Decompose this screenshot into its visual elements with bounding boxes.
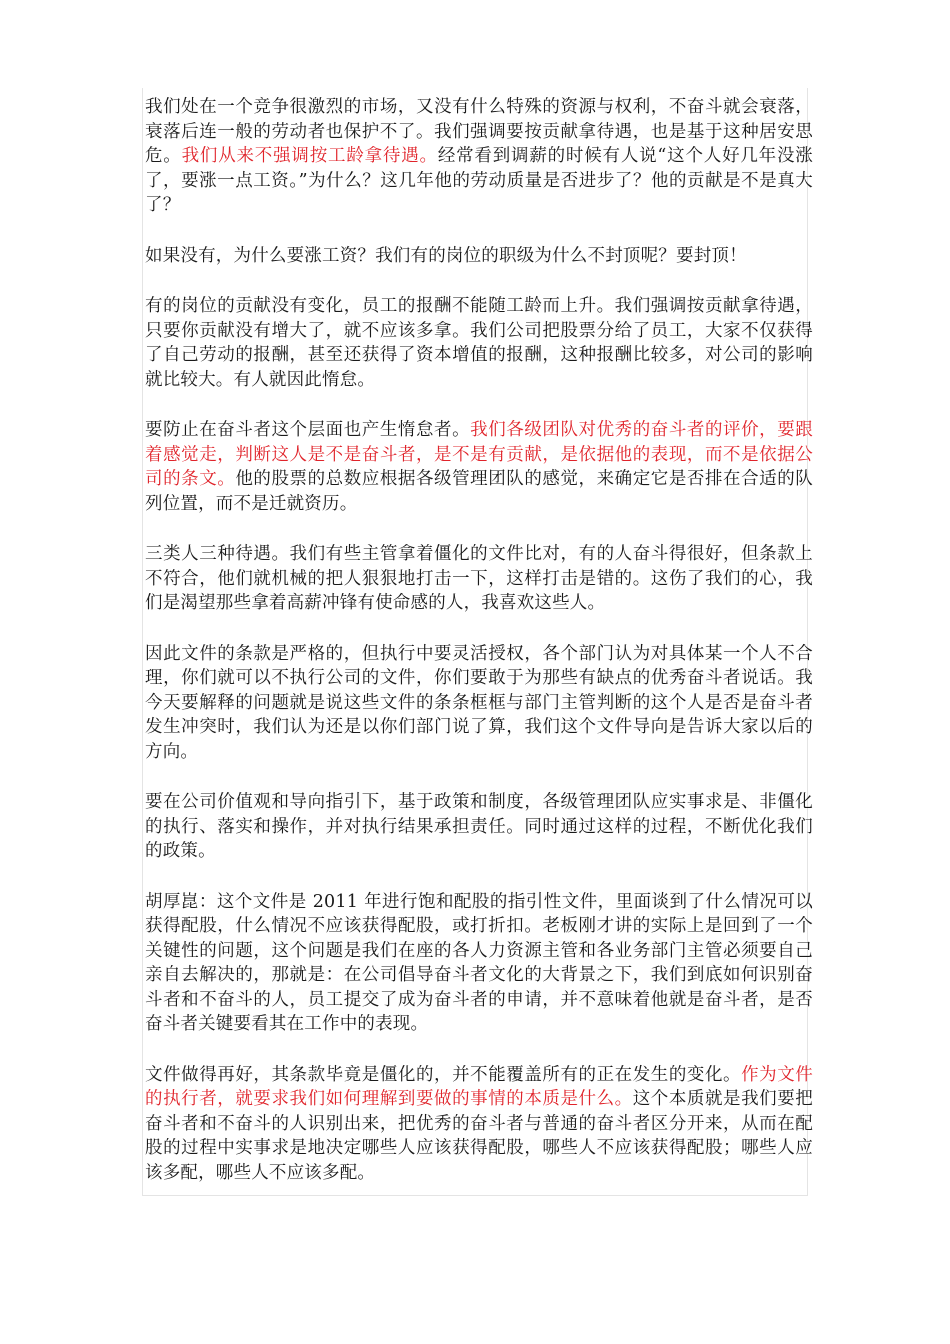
paragraph-4	[145, 418, 813, 516]
paragraph-1	[145, 95, 813, 218]
text-segment: 如果没有，为什么要涨工资？我们有的岗位的职级为什么不封顶呢？要封顶！	[145, 245, 747, 266]
paragraph-8	[145, 890, 813, 1037]
paragraph-3	[145, 294, 813, 392]
text-segment: 要防止在奋斗者这个层面也产生惰怠者。	[145, 420, 471, 440]
highlight-segment: 我们各级团队对优秀的奋斗者的评价，要跟着感觉走，判断这人是不是奋斗者，是不是有贡献，是依据他的表现，而不是依据公司的条文。	[145, 420, 813, 489]
text-segment: 他的股票的总数应根据各级管理团队的感觉，来确定它是否排在合适的队列位置，而不是迁就资历。	[145, 469, 814, 514]
text-segment: 胡厚崑：这个文件是 2011 年进行饱和配股的指引性文件，里面谈到了什么情况可以获得配股，什么情况不应该获得配股，或打折扣。老板刚才讲的实际上是回到了一个关键性的问题，这个问题是我们在座的各人力资源主管和各业务部门主管必须要自己亲自去解决的，那就是：在公司倡导奋斗者文化的大背景之下，我们到底如何识别奋斗者和不奋斗的人，员工提交了成为奋斗者的申请，并不意味着他就是奋斗者，是否奋斗者关键要看其在工作中的表现。	[145, 891, 813, 1034]
text-segment: 这个本质就是我们要把奋斗者和不奋斗的人识别出来，把优秀的奋斗者与普通的奋斗者区分开来，从而在配股的过程中实事求是地决定哪些人应该获得配股，哪些人不应该获得配股；哪些人应该多配，哪些人不应该多配。	[145, 1089, 813, 1183]
paragraph-6	[145, 642, 813, 765]
document-body	[145, 95, 813, 1211]
text-segment: 文件做得再好，其条款毕竟是僵化的，并不能覆盖所有的正在发生的变化。	[145, 1064, 742, 1085]
highlight-segment: 作为文件的执行者，就要求我们如何理解到要做的事情的本质是什么。	[145, 1064, 813, 1109]
text-segment: 经常看到调薪的时候有人说“这个人好几年没涨了，要涨一点工资。”为什么？这几年他的劳动质量是否进步了？他的贡献是不是真大了？	[145, 146, 813, 215]
paragraph-2	[145, 244, 813, 269]
text-segment: 我们处在一个竞争很激烈的市场，又没有什么特殊的资源与权利，不奋斗就会衰落，衰落后连一般的劳动者也保护不了。我们强调要按贡献拿待遇，也是基于这种居安思危。	[145, 97, 813, 166]
paragraph-5	[145, 542, 813, 616]
text-segment: 有的岗位的贡献没有变化，员工的报酬不能随工龄而上升。我们强调按贡献拿待遇，只要你贡献没有增大了，就不应该多拿。我们公司把股票分给了员工，大家不仅获得了自己劳动的报酬，甚至还获得了资本增值的报酬，这种报酬比较多，对公司的影响就比较大。有人就因此惰怠。	[145, 296, 813, 390]
text-segment: 三类人三种待遇。我们有些主管拿着僵化的文件比对，有的人奋斗得很好，但条款上不符合，他们就机械的把人狠狠地打击一下，这样打击是错的。这伤了我们的心，我们是渴望那些拿着高薪冲锋有使命感的人，我喜欢这些人。	[145, 544, 813, 613]
paragraph-9	[145, 1063, 813, 1186]
text-segment: 要在公司价值观和导向指引下，基于政策和制度，各级管理团队应实事求是、非僵化的执行、落实和操作，并对执行结果承担责任。同时通过这样的过程，不断优化我们的政策。	[145, 792, 813, 861]
text-segment: 因此文件的条款是严格的，但执行中要灵活授权，各个部门认为对具体某一个人不合理，你们就可以不执行公司的文件，你们要敢于为那些有缺点的优秀奋斗者说话。我今天要解释的问题就是说这些文件的条条框框与部门主管判断的这个人是否是奋斗者发生冲突时，我们认为还是以你们部门说了算，我们这个文件导向是告诉大家以后的方向。	[145, 643, 813, 762]
highlight-segment: 我们从来不强调按工龄拿待遇。	[181, 146, 438, 166]
paragraph-7	[145, 790, 813, 864]
